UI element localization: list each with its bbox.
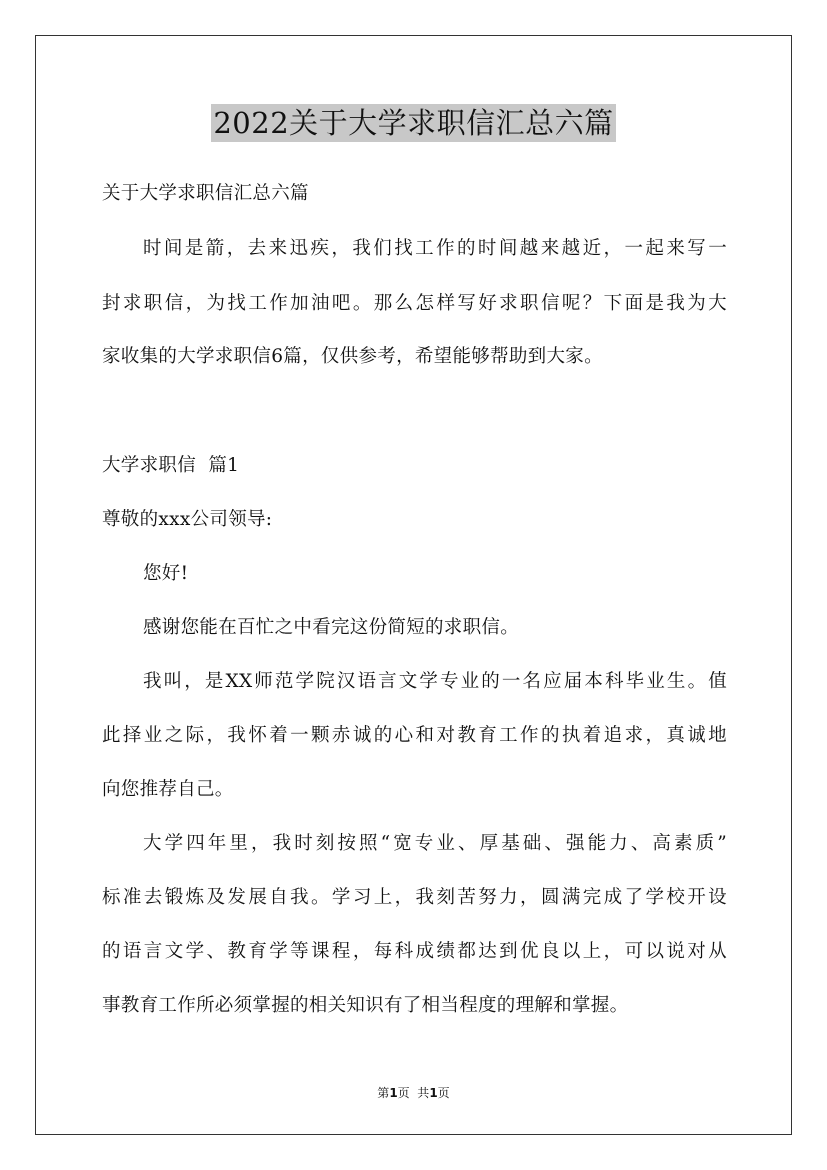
footer-page-prefix: 第 xyxy=(377,1086,390,1100)
para2-line-2: 标准去锻炼及发展自我。学习上，我刻苦努力，圆满完成了学校开设 xyxy=(102,887,727,908)
footer-total-suffix: 页 xyxy=(437,1086,450,1100)
para1-line-1: 我叫，是XX师范学院汉语言文学专业的一名应届本科毕业生。值 xyxy=(143,671,727,692)
para1-line-3: 向您推荐自己。 xyxy=(102,779,234,800)
para2-line-1: 大学四年里，我时刻按照“宽专业、厚基础、强能力、高素质” xyxy=(143,833,727,854)
section-heading: 大学求职信 篇1 xyxy=(102,455,240,476)
footer-total-number: 1 xyxy=(429,1086,438,1100)
intro-line-1: 时间是箭，去来迅疾，我们找工作的时间越来越近，一起来写一 xyxy=(143,238,727,259)
intro-line-3: 家收集的大学求职信6篇，仅供参考，希望能够帮助到大家。 xyxy=(102,346,603,367)
footer-page-suffix: 页 共 xyxy=(397,1086,430,1100)
intro-line-2: 封求职信，为找工作加油吧。那么怎样写好求职信呢？下面是我为大 xyxy=(102,293,727,314)
footer-page-number: 1 xyxy=(389,1086,398,1100)
document-subtitle: 关于大学求职信汇总六篇 xyxy=(102,183,309,204)
greeting: 您好! xyxy=(143,563,189,584)
para1-line-2: 此择业之际，我怀着一颗赤诚的心和对教育工作的执着追求，真诚地 xyxy=(102,725,727,746)
thanks-line: 感谢您能在百忙之中看完这份简短的求职信。 xyxy=(143,617,520,638)
title-container xyxy=(0,104,827,142)
para2-line-3: 的语言文学、教育学等课程，每科成绩都达到优良以上，可以说对从 xyxy=(102,941,727,962)
para2-line-4: 事教育工作所必须掌握的相关知识有了相当程度的理解和掌握。 xyxy=(102,995,629,1016)
document-title: 2022关于大学求职信汇总六篇 xyxy=(213,106,614,140)
page-footer xyxy=(0,1084,827,1101)
salutation: 尊敬的xxx公司领导: xyxy=(102,509,273,530)
